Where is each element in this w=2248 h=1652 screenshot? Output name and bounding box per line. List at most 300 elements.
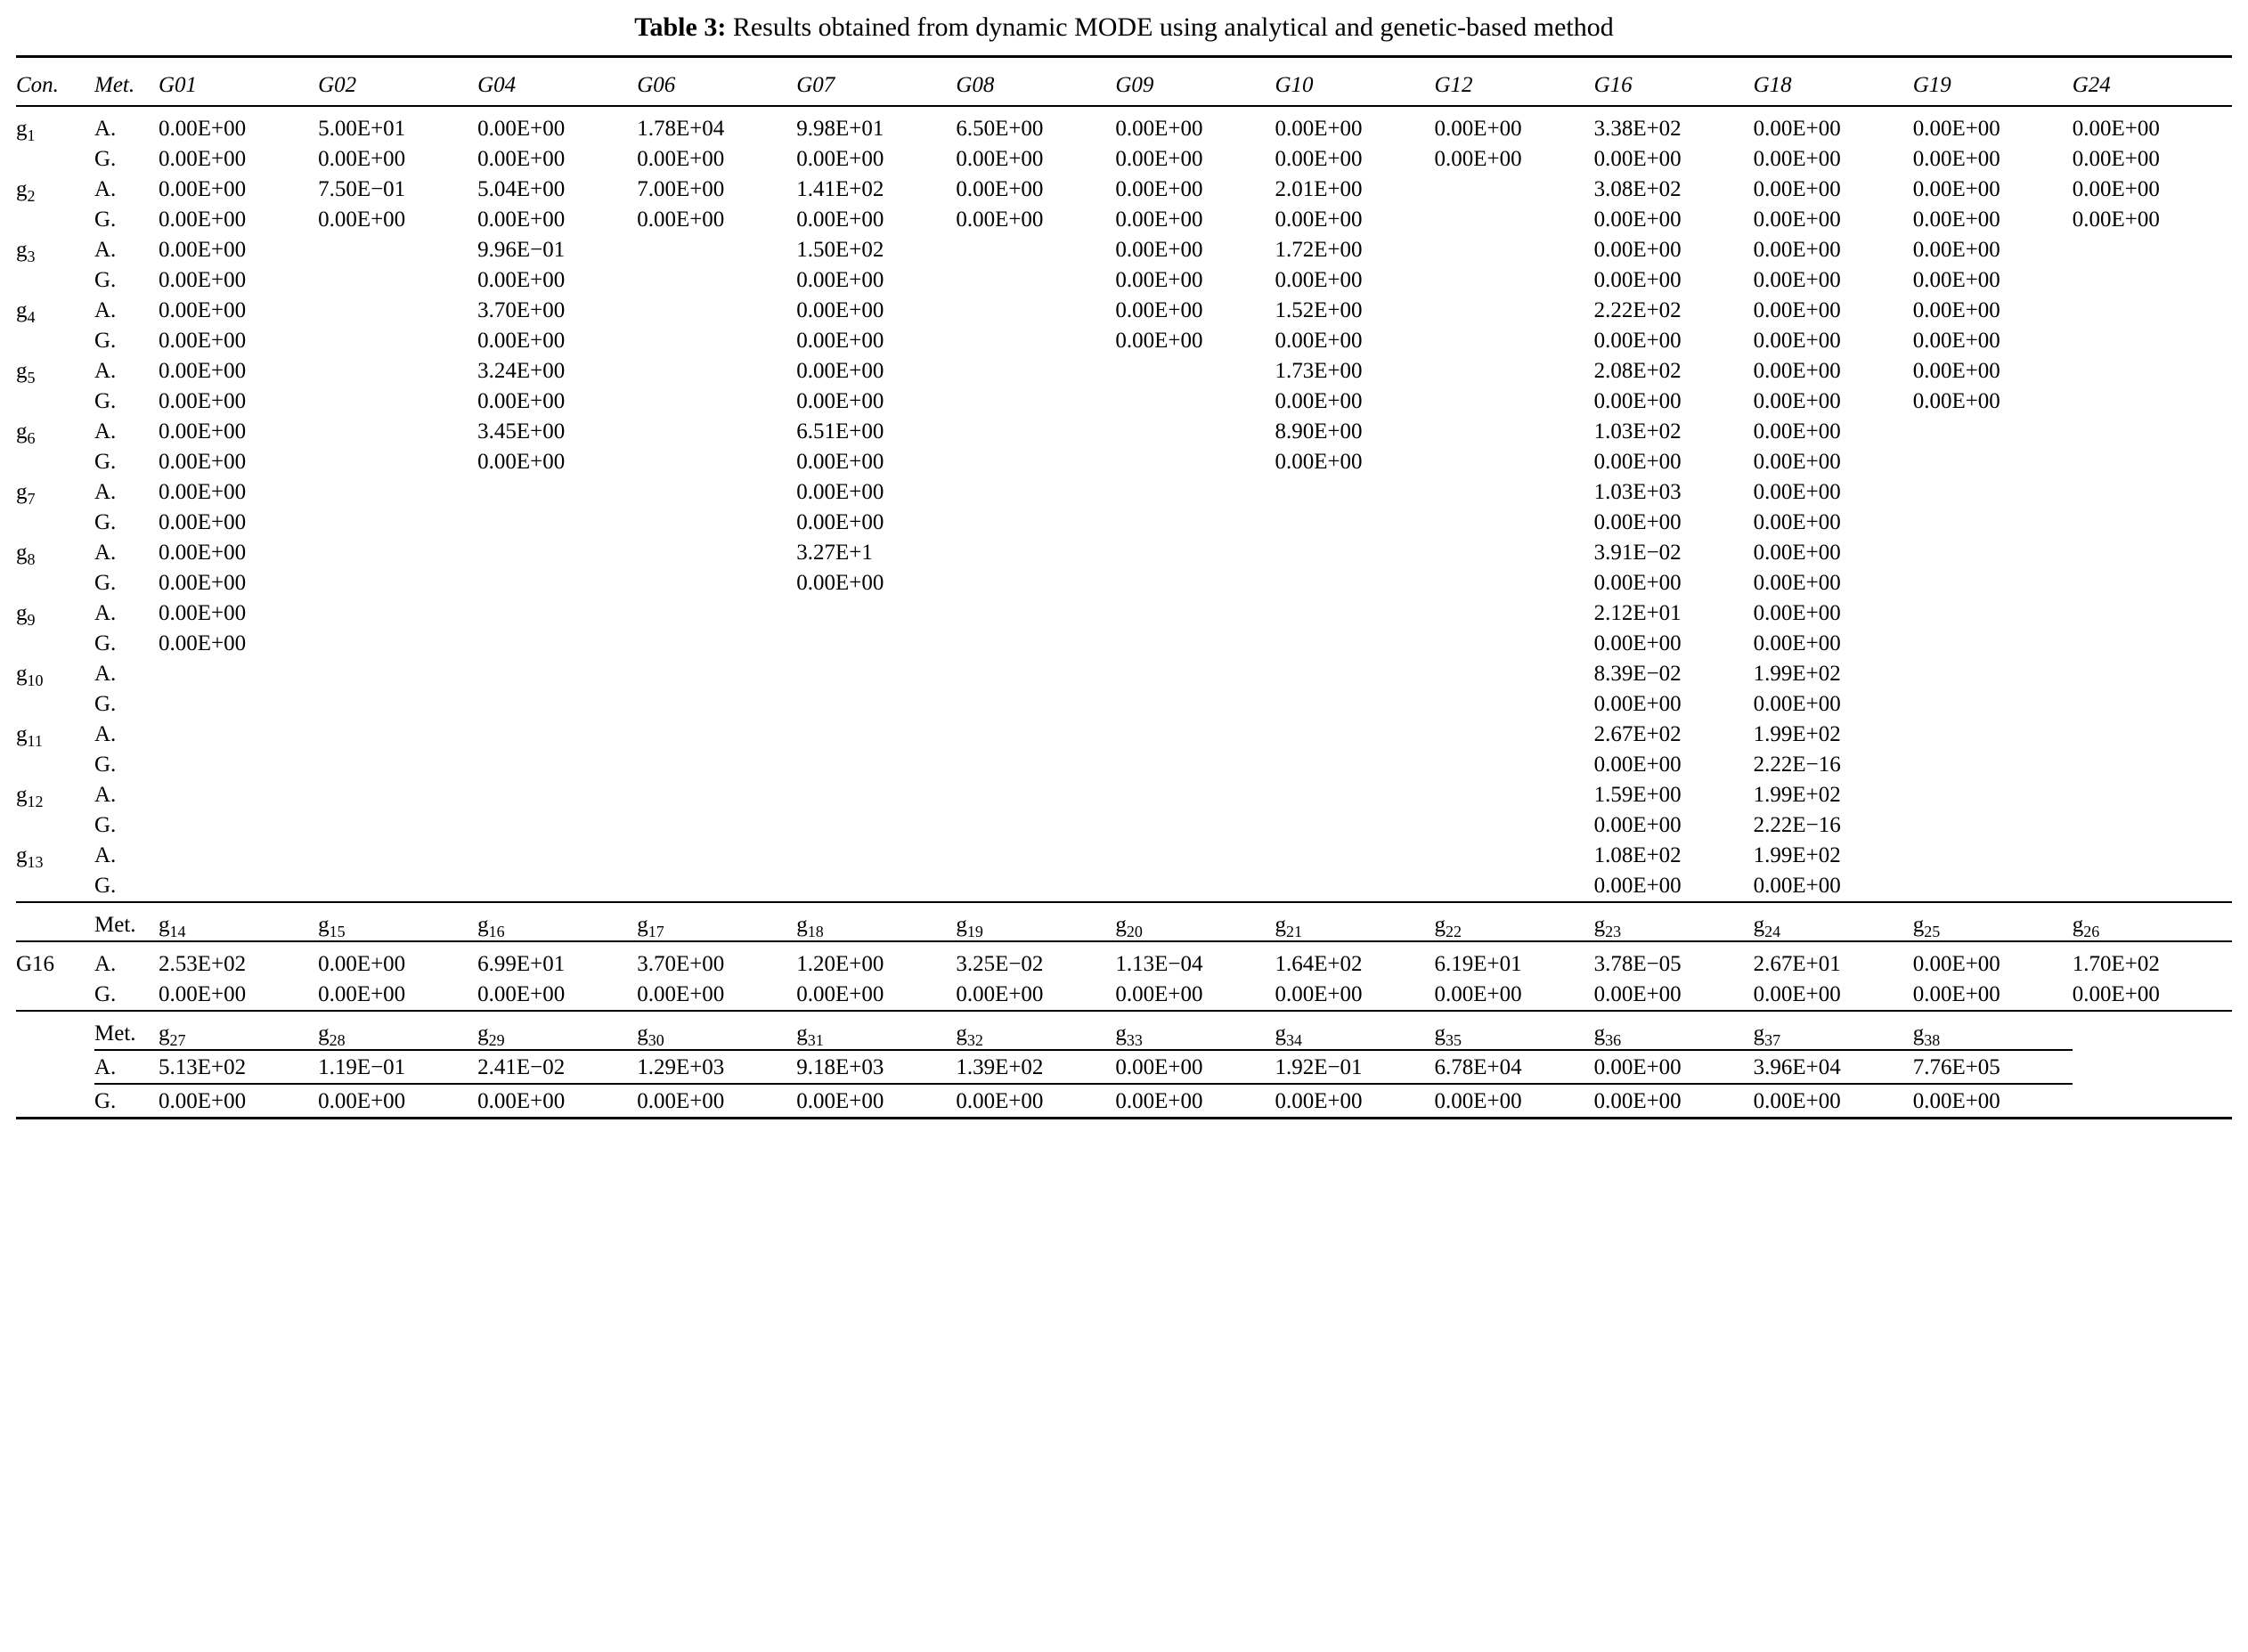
data-cell: 0.00E+00 [1912, 297, 2000, 322]
data-cell [1435, 871, 1594, 902]
data-cell: 1.41E+02 [796, 176, 884, 201]
data-cell [956, 235, 1115, 265]
data-cell: 0.00E+00 [159, 267, 247, 292]
data-cell: 1.19E−01 [318, 1054, 406, 1079]
data-cell: 0.00E+00 [2072, 116, 2160, 141]
data-cell [318, 265, 477, 296]
data-cell [637, 720, 796, 750]
column-header-g35: $g_{35}$ [1434, 1021, 1462, 1049]
data-cell: 0.00E+00 [159, 449, 247, 474]
data-cell [796, 689, 956, 720]
data-cell [1435, 689, 1594, 720]
data-cell: 0.00E+00 [796, 146, 884, 171]
data-cell [1435, 780, 1594, 810]
data-cell [1435, 508, 1594, 538]
data-cell: 0.00E+00 [1753, 267, 1841, 292]
row-method: A. [94, 479, 117, 504]
column-header-g22: $g_{22}$ [1434, 912, 1462, 940]
data-cell [477, 750, 637, 780]
data-cell [1435, 750, 1594, 780]
row-method: A. [94, 782, 117, 807]
data-cell [1913, 780, 2073, 810]
data-cell: 0.00E+00 [1753, 328, 1841, 353]
row-condition: $g_9$ [16, 600, 36, 629]
data-cell: 1.70E+02 [2072, 951, 2160, 976]
data-cell: 0.00E+00 [159, 631, 247, 655]
row-method: A. [94, 1054, 117, 1079]
column-header-g30: $g_{30}$ [637, 1021, 664, 1049]
data-cell [637, 689, 796, 720]
table-row [16, 417, 2232, 447]
data-cell: 0.00E+00 [1593, 146, 1682, 171]
data-cell: 1.78E+04 [637, 116, 725, 141]
data-cell [1913, 477, 2073, 508]
data-cell: 0.00E+00 [956, 207, 1044, 232]
column-header-g29: $g_{29}$ [477, 1021, 505, 1049]
data-cell: 0.00E+00 [1434, 146, 1522, 171]
row-condition [16, 871, 94, 902]
data-cell [477, 841, 637, 871]
data-cell [637, 387, 796, 417]
data-cell [796, 780, 956, 810]
data-cell [1435, 205, 1594, 235]
table-row [16, 1053, 2232, 1084]
rule-block2 [16, 902, 2232, 910]
data-cell: 0.00E+00 [1753, 600, 1841, 625]
data-cell [159, 841, 318, 871]
row-method: A. [94, 842, 117, 867]
data-cell [159, 659, 318, 689]
row-method: G. [94, 267, 117, 292]
data-cell [1913, 417, 2073, 447]
row-condition: G16 [16, 951, 55, 976]
data-cell [637, 629, 796, 659]
data-cell [796, 841, 956, 871]
data-cell: 6.50E+00 [956, 116, 1044, 141]
data-cell [956, 387, 1115, 417]
data-cell [2073, 659, 2232, 689]
column-header-met: Met. [94, 1021, 136, 1046]
data-cell [1435, 659, 1594, 689]
row-condition [16, 750, 94, 780]
row-method: A. [94, 358, 117, 383]
data-cell: 0.00E+00 [637, 1088, 725, 1113]
row-method: G. [94, 631, 117, 655]
data-cell: 0.00E+00 [1593, 631, 1682, 655]
data-cell [1913, 841, 2073, 871]
data-cell [1275, 841, 1434, 871]
data-cell [1913, 689, 2073, 720]
row-method: G. [94, 328, 117, 353]
table-row [16, 265, 2232, 296]
data-cell [1913, 629, 2073, 659]
data-cell: 0.00E+00 [159, 358, 247, 383]
column-header-g15: $g_{15}$ [318, 912, 346, 940]
data-cell: 0.00E+00 [159, 388, 247, 413]
data-cell [2073, 508, 2232, 538]
data-cell: 2.67E+02 [1593, 721, 1682, 746]
column-header-g06: G06 [637, 72, 676, 97]
horizontal-rule [16, 941, 2232, 949]
data-cell [956, 296, 1115, 326]
data-cell [1115, 477, 1275, 508]
data-cell [956, 265, 1115, 296]
data-cell: 0.00E+00 [1275, 388, 1363, 413]
table-row [16, 235, 2232, 265]
data-cell: 0.00E+00 [1753, 358, 1841, 383]
data-cell: 0.00E+00 [1912, 267, 2000, 292]
data-cell: 0.00E+00 [1593, 237, 1682, 262]
data-cell [1435, 477, 1594, 508]
data-cell [1115, 841, 1275, 871]
data-cell: 0.00E+00 [1593, 981, 1682, 1006]
rule-block2-header [16, 941, 2232, 949]
column-header-g19: G19 [1912, 72, 1951, 97]
data-cell [2073, 356, 2232, 387]
data-cell: 0.00E+00 [1275, 267, 1363, 292]
data-cell [1435, 175, 1594, 205]
row-condition [16, 447, 94, 477]
data-cell [2073, 780, 2232, 810]
row-condition [16, 205, 94, 235]
data-cell [637, 871, 796, 902]
data-cell [1913, 750, 2073, 780]
row-method: A. [94, 600, 117, 625]
data-cell [796, 871, 956, 902]
row-condition [16, 1053, 94, 1084]
data-cell [956, 326, 1115, 356]
data-cell: 0.00E+00 [2072, 176, 2160, 201]
rule-top [16, 56, 2232, 66]
column-header-met: Met. [94, 72, 135, 97]
empty-cell [2073, 1053, 2232, 1084]
data-cell: 0.00E+00 [159, 1088, 247, 1113]
data-cell: 2.08E+02 [1593, 358, 1682, 383]
data-cell: 0.00E+00 [796, 267, 884, 292]
data-cell: 0.00E+00 [1275, 207, 1363, 232]
data-cell [1275, 538, 1434, 568]
horizontal-rule [16, 1118, 2232, 1127]
data-cell [2073, 568, 2232, 598]
data-cell [637, 508, 796, 538]
data-cell [159, 689, 318, 720]
data-cell: 0.00E+00 [159, 116, 247, 141]
data-cell [1435, 387, 1594, 417]
column-header-g01: G01 [159, 72, 198, 97]
data-cell [1913, 568, 2073, 598]
data-cell: 7.76E+05 [1912, 1054, 2000, 1079]
data-cell: 0.00E+00 [477, 328, 566, 353]
data-cell [796, 810, 956, 841]
row-condition [16, 326, 94, 356]
data-cell: 1.72E+00 [1275, 237, 1363, 262]
column-header-g32: $g_{32}$ [956, 1021, 983, 1049]
row-condition: $g_6$ [16, 419, 36, 447]
data-cell [2073, 265, 2232, 296]
column-header-g28: $g_{28}$ [318, 1021, 346, 1049]
row-condition: $g_{13}$ [16, 842, 44, 871]
column-header-g12: G12 [1434, 72, 1473, 97]
data-cell [1435, 356, 1594, 387]
data-cell: 0.00E+00 [1593, 449, 1682, 474]
data-cell [318, 810, 477, 841]
data-cell: 0.00E+00 [477, 449, 566, 474]
data-cell: 0.00E+00 [477, 146, 566, 171]
data-cell: 0.00E+00 [477, 267, 566, 292]
data-cell: 0.00E+00 [1115, 981, 1203, 1006]
data-cell [1435, 629, 1594, 659]
data-cell [637, 447, 796, 477]
data-cell [1275, 508, 1434, 538]
data-cell: 1.99E+02 [1753, 842, 1841, 867]
data-cell [1275, 810, 1434, 841]
table-row [16, 114, 2232, 144]
data-cell: 1.59E+00 [1593, 782, 1682, 807]
row-method: G. [94, 509, 117, 534]
table-row [16, 689, 2232, 720]
data-cell: 0.00E+00 [1912, 146, 2000, 171]
data-cell [2073, 417, 2232, 447]
data-cell [1913, 871, 2073, 902]
data-cell: 2.41E−02 [477, 1054, 566, 1079]
data-cell: 0.00E+00 [1115, 297, 1203, 322]
data-cell: 0.00E+00 [1753, 691, 1841, 716]
data-cell [637, 235, 796, 265]
data-cell: 0.00E+00 [796, 207, 884, 232]
column-header-g16: $g_{16}$ [477, 912, 505, 940]
data-cell: 0.00E+00 [637, 146, 725, 171]
data-cell [318, 477, 477, 508]
data-cell [318, 326, 477, 356]
data-cell [796, 598, 956, 629]
data-cell: 0.00E+00 [956, 1088, 1044, 1113]
data-cell [1115, 417, 1275, 447]
data-cell [318, 296, 477, 326]
table-row [16, 871, 2232, 902]
data-cell [1275, 629, 1434, 659]
horizontal-rule [16, 106, 2232, 114]
column-header-g23: $g_{23}$ [1593, 912, 1622, 940]
data-cell [2073, 871, 2232, 902]
data-cell [1913, 538, 2073, 568]
data-cell [637, 326, 796, 356]
empty-cell [2073, 1086, 2232, 1119]
data-cell [477, 508, 637, 538]
data-cell: 0.00E+00 [1593, 388, 1682, 413]
data-cell [159, 750, 318, 780]
data-cell [1435, 265, 1594, 296]
data-cell [2073, 538, 2232, 568]
table-row [16, 356, 2232, 387]
column-header-g04: G04 [477, 72, 517, 97]
row-condition [16, 568, 94, 598]
data-cell [1435, 810, 1594, 841]
data-cell: 0.00E+00 [1753, 479, 1841, 504]
data-cell: 0.00E+00 [159, 328, 247, 353]
row-condition: $g_{10}$ [16, 661, 44, 689]
data-cell: 0.00E+00 [318, 951, 406, 976]
data-cell: 0.00E+00 [1912, 176, 2000, 201]
table-row [16, 538, 2232, 568]
column-header-g14: $g_{14}$ [159, 912, 186, 940]
row-condition [16, 810, 94, 841]
data-cell: 0.00E+00 [1912, 388, 2000, 413]
data-cell: 9.18E+03 [796, 1054, 884, 1079]
data-cell: 2.53E+02 [159, 951, 247, 976]
data-cell: 3.27E+1 [796, 540, 873, 565]
data-cell [1913, 508, 2073, 538]
data-cell [2073, 235, 2232, 265]
data-cell: 0.00E+00 [796, 1088, 884, 1113]
results-table [16, 55, 2232, 1127]
empty-cell [16, 1019, 94, 1050]
data-cell: 1.99E+02 [1753, 782, 1841, 807]
data-cell [637, 477, 796, 508]
data-cell: 0.00E+00 [1753, 419, 1841, 444]
data-cell: 0.00E+00 [1912, 358, 2000, 383]
data-cell: 0.00E+00 [796, 981, 884, 1006]
data-cell [477, 780, 637, 810]
table-row [16, 568, 2232, 598]
table-row [16, 326, 2232, 356]
data-cell [796, 659, 956, 689]
data-cell: 0.00E+00 [1275, 449, 1363, 474]
data-cell: 8.39E−02 [1593, 661, 1682, 686]
data-cell [318, 417, 477, 447]
data-cell [956, 689, 1115, 720]
row-condition [16, 689, 94, 720]
data-cell [956, 750, 1115, 780]
data-cell: 5.04E+00 [477, 176, 566, 201]
data-cell [1115, 356, 1275, 387]
column-header-g17: $g_{17}$ [637, 912, 664, 940]
data-cell: 1.13E−04 [1115, 951, 1203, 976]
data-cell [1913, 720, 2073, 750]
data-cell: 0.00E+00 [796, 570, 884, 595]
data-cell [318, 235, 477, 265]
data-cell [2073, 477, 2232, 508]
data-cell [956, 356, 1115, 387]
row-method: A. [94, 419, 117, 444]
table-row [16, 144, 2232, 175]
data-cell [2073, 296, 2232, 326]
row-method: A. [94, 116, 117, 141]
data-cell: 1.99E+02 [1753, 721, 1841, 746]
data-cell [1115, 780, 1275, 810]
data-cell: 0.00E+00 [159, 600, 247, 625]
row-condition: $g_7$ [16, 479, 36, 508]
table-row [16, 387, 2232, 417]
column-header-con: Con. [16, 72, 59, 97]
data-cell [2073, 387, 2232, 417]
data-cell [477, 477, 637, 508]
data-cell: 0.00E+00 [1753, 981, 1841, 1006]
data-cell [637, 538, 796, 568]
column-header-g38: $g_{38}$ [1912, 1021, 1941, 1049]
data-cell: 0.00E+00 [1593, 873, 1682, 898]
data-cell: 0.00E+00 [1912, 1088, 2000, 1113]
data-cell: 3.91E−02 [1593, 540, 1682, 565]
data-cell [1115, 720, 1275, 750]
row-method: G. [94, 570, 117, 595]
data-cell [318, 689, 477, 720]
data-cell [2073, 326, 2232, 356]
data-cell: 0.00E+00 [159, 176, 247, 201]
data-cell: 0.00E+00 [159, 479, 247, 504]
rule-bottom [16, 1118, 2232, 1127]
data-cell: 0.00E+00 [1115, 328, 1203, 353]
column-header-g10: G10 [1275, 72, 1314, 97]
data-cell [477, 871, 637, 902]
data-cell [477, 629, 637, 659]
row-method: A. [94, 661, 117, 686]
data-cell: 3.24E+00 [477, 358, 566, 383]
data-cell: 0.00E+00 [318, 1088, 406, 1113]
table-row [16, 598, 2232, 629]
data-cell: 2.22E+02 [1593, 297, 1682, 322]
horizontal-rule [16, 902, 2232, 910]
data-cell [1913, 659, 2073, 689]
data-cell: 0.00E+00 [1115, 1054, 1203, 1079]
data-cell: 1.64E+02 [1275, 951, 1363, 976]
data-cell: 0.00E+00 [318, 146, 406, 171]
table-row [16, 508, 2232, 538]
table-row [16, 949, 2232, 980]
data-cell [1115, 508, 1275, 538]
data-cell [956, 447, 1115, 477]
data-cell [637, 417, 796, 447]
row-condition [16, 387, 94, 417]
column-header-g27: $g_{27}$ [159, 1021, 186, 1049]
table-row [16, 205, 2232, 235]
row-method: G. [94, 691, 117, 716]
data-cell: 3.38E+02 [1593, 116, 1682, 141]
empty-cell [2073, 1019, 2232, 1050]
data-cell [1435, 235, 1594, 265]
data-cell: 0.00E+00 [1753, 873, 1841, 898]
data-cell: 0.00E+00 [1753, 388, 1841, 413]
column-header-g25: $g_{25}$ [1912, 912, 1941, 940]
row-condition: $g_5$ [16, 358, 36, 387]
column-header-g07: G07 [796, 72, 835, 97]
data-cell [956, 568, 1115, 598]
data-cell: 9.98E+01 [796, 116, 884, 141]
data-cell [318, 659, 477, 689]
data-cell: 0.00E+00 [1753, 540, 1841, 565]
data-cell: 0.00E+00 [637, 981, 725, 1006]
data-cell [1435, 538, 1594, 568]
data-cell [956, 871, 1115, 902]
data-cell [1115, 387, 1275, 417]
data-cell: 8.90E+00 [1275, 419, 1363, 444]
data-cell: 6.19E+01 [1434, 951, 1522, 976]
row-condition [16, 980, 94, 1011]
row-condition: $g_1$ [16, 116, 36, 144]
row-method: A. [94, 237, 117, 262]
data-cell [637, 296, 796, 326]
data-cell: 0.00E+00 [1593, 812, 1682, 837]
data-cell [1435, 841, 1594, 871]
data-cell: 3.78E−05 [1593, 951, 1682, 976]
data-cell [796, 629, 956, 659]
data-cell: 0.00E+00 [477, 388, 566, 413]
data-cell [1115, 629, 1275, 659]
data-cell [477, 720, 637, 750]
data-cell: 0.00E+00 [796, 509, 884, 534]
column-header-g36: $g_{36}$ [1593, 1021, 1622, 1049]
data-cell: 6.78E+04 [1434, 1054, 1522, 1079]
data-cell [956, 629, 1115, 659]
